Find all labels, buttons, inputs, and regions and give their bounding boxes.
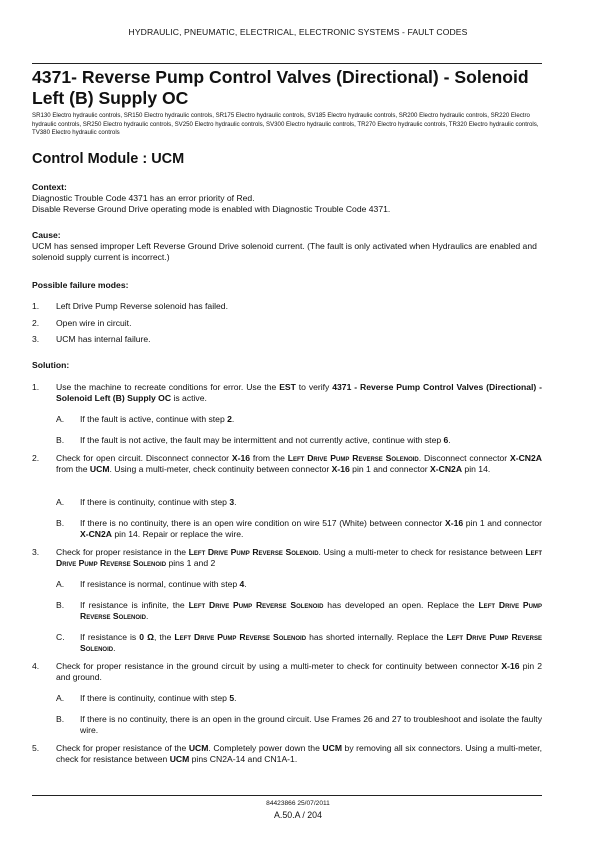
control-module-title: Control Module : UCM — [32, 151, 185, 167]
context-line-1: Diagnostic Trouble Code 4371 has an error priority of Red. — [32, 193, 255, 204]
page-header: HYDRAULIC, PNEUMATIC, ELECTRICAL, ELECTRONIC SYSTEMS - FAULT CODES — [128, 27, 468, 37]
cause-text: UCM has sensed improper Left Reverse Ground Drive solenoid current. (The fault is only activated when Hydraulics are enabled and solenoid supply current is incorrect.) — [32, 241, 537, 263]
context-line-2: Disable Reverse Ground Drive operating mode is enabled with Diagnostic Trouble Code 4371. — [32, 204, 391, 215]
footer-rule — [32, 795, 542, 796]
context-label: Context: — [32, 182, 67, 192]
header-rule — [32, 63, 542, 64]
solution-label: Solution: — [32, 360, 70, 370]
cause-label: Cause: — [32, 230, 61, 240]
failure-modes-label: Possible failure modes: — [32, 280, 129, 290]
page-number: A.50.A / 204 — [274, 810, 322, 820]
document-number: 84423866 25/07/2011 — [266, 800, 330, 807]
applicable-models: SR130 Electro hydraulic controls, SR150 Electro hydraulic controls, SR175 Electro hydraulic controls, SV185 Electro hydraulic controls, SR200 Electro hydraulic controls, SR220 Electro hydraulic controls, SR250 Electro hydraulic controls, SV250 Electro hydraulic controls, SV300 Electro hydraulic controls, TR270 Electro hydraulic controls, TR320 Electro hydraulic controls, TV380 Electro hydraulic controls — [32, 112, 539, 137]
context-section — [32, 182, 542, 216]
cause-section — [32, 230, 542, 264]
fault-code-title: 4371- Reverse Pump Control Valves (Directional) - Solenoid Left (B) Supply OC — [32, 67, 529, 108]
